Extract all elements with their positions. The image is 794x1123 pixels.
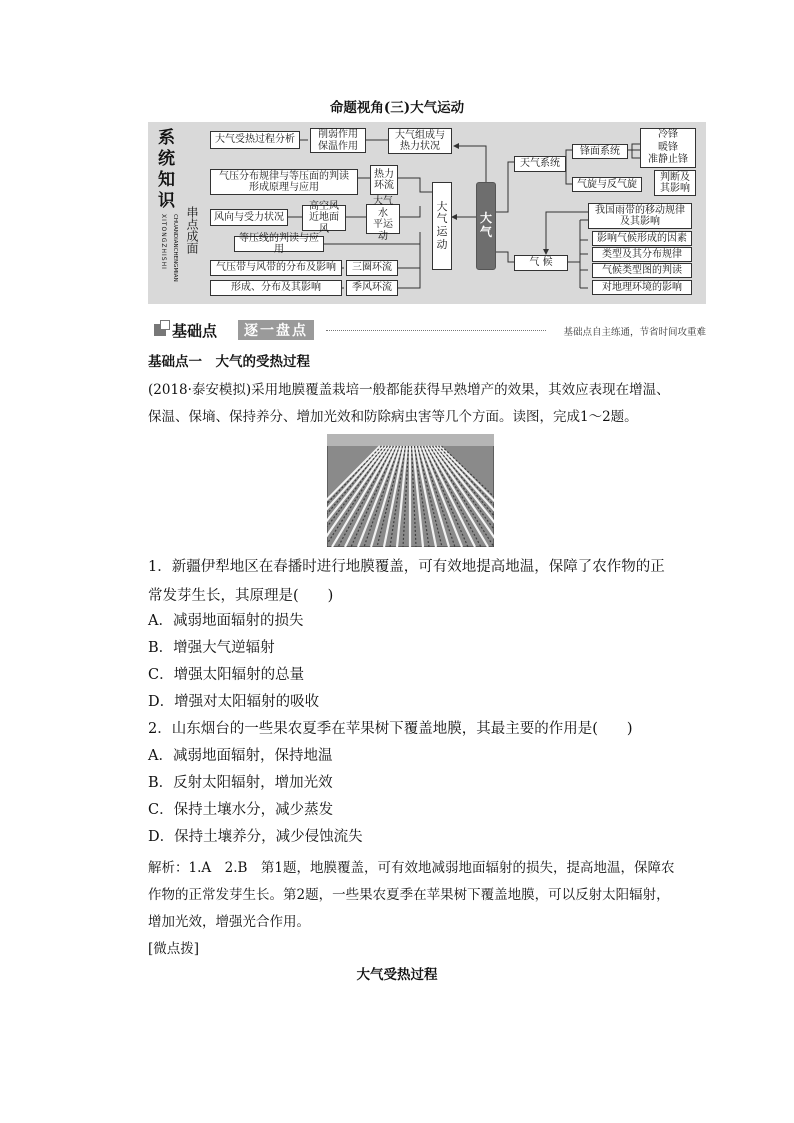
- node-climate-factors: 影响气候形成的因素: [592, 231, 692, 246]
- intro-paragraph: (2018·泰安模拟)采用地膜覆盖栽培一般都能获得早熟增产的效果，其效应表现在增温、保温、保墒、保持养分、增加光效和防除病虫害等几个方面。读图，完成1～2题。: [148, 382, 670, 425]
- node-wind-force: 风向与受力状况: [210, 209, 288, 226]
- node-climate: 气 候: [514, 255, 568, 271]
- section-square-outline-icon: [160, 320, 170, 330]
- side-title-char: 统: [158, 149, 175, 169]
- q2-option-a: A．减弱地面辐射，保持地温: [148, 748, 333, 764]
- node-climate-chart: 气候类型图的判读: [592, 263, 692, 278]
- tip-label: [微点拨]: [148, 941, 200, 957]
- node-pressure-isobar: 气压分布规律与等压面的判读 形成原理与应用: [210, 169, 358, 195]
- side-title-char: 识: [158, 191, 175, 211]
- node-monsoon-form: 形成、分布及其影响: [210, 280, 342, 296]
- section-note: 基础点自主练通，节省时间攻重难: [563, 327, 706, 338]
- node-heating-analysis: 大气受热过程分析: [210, 131, 300, 149]
- section-label-badge: 逐一盘点: [238, 320, 314, 340]
- page-title: 命题视角(三)大气运动: [329, 100, 465, 116]
- q1-option-c: C．增强太阳辐射的总量: [148, 667, 305, 683]
- side-title: [158, 128, 178, 212]
- node-pressure-belt: 气压带与风带的分布及影响: [210, 260, 342, 276]
- q1-option-d: D．增强对太阳辐射的吸收: [148, 694, 320, 710]
- node-monsoon-circulation: 季风环流: [346, 280, 398, 296]
- q1-option-a: A．减弱地面辐射的损失: [148, 613, 304, 629]
- q2-option-c: C．保持土壤水分，减少蒸发: [148, 802, 334, 818]
- side-subtitle: 串点成面: [185, 206, 199, 254]
- node-cyclone: 气旋与反气旋: [572, 177, 642, 192]
- point-heading: 基础点一 大气的受热过程: [148, 354, 310, 370]
- node-fronts: 冷锋 暖锋 准静止锋: [640, 128, 696, 168]
- q2-option-b: B．反射太阳辐射，增加光效: [148, 775, 333, 791]
- section-dotted-rule: [326, 330, 546, 331]
- knowledge-diagram: [148, 122, 706, 304]
- node-climate-types: 类型及其分布规律: [592, 247, 692, 262]
- node-judge-effect: 判断及 其影响: [654, 170, 696, 196]
- node-weather-system: 天气系统: [514, 156, 566, 172]
- side-sub-pinyin: CHUANDIANCHENGMIAN: [172, 214, 178, 282]
- node-three-circulation: 三圈环流: [346, 260, 398, 276]
- question-2-stem: 2．山东烟台的一些果农夏季在苹果树下覆盖地膜，其最主要的作用是( ): [148, 721, 633, 737]
- node-horizontal-motion: 大气水 平运动: [366, 204, 400, 234]
- node-climate-geo: 对地理环境的影响: [592, 280, 692, 295]
- node-front-system: 锋面系统: [572, 144, 628, 159]
- section-bar: [148, 320, 706, 340]
- node-thermal-circulation: 热力 环流: [370, 165, 398, 195]
- q1-option-b: B．增强大气逆辐射: [148, 640, 275, 656]
- node-atmosphere: 大 气: [476, 182, 496, 270]
- plastic-mulch-field-photo: [327, 434, 494, 547]
- side-title-char: 系: [158, 128, 175, 148]
- question-1-stem: 1．新疆伊犁地区在春播时进行地膜覆盖，可有效地提高地温，保障了农作物的正常发芽生长，其原理是( ): [148, 559, 665, 604]
- node-high-low-wind: 高空风 近地面风: [302, 205, 346, 231]
- tip-title: 大气受热过程: [356, 967, 438, 983]
- node-rain-belt: 我国雨带的移动规律 及其影响: [588, 203, 692, 229]
- section-label: 基础点: [172, 322, 218, 340]
- node-atmospheric-motion: 大 气 运 动: [432, 182, 452, 270]
- q2-option-d: D．保持土壤养分，减少侵蚀流失: [148, 829, 363, 845]
- side-title-char: 知: [158, 170, 175, 190]
- node-weaken-insulate: 削弱作用 保温作用: [310, 128, 366, 153]
- node-isobar-map: 等压线的判读与应用: [234, 236, 324, 252]
- answer-explanation: 解析：1.A 2.B 第1题，地膜覆盖，可有效地减弱地面辐射的损失，提高地温，保障农作物的正常发芽生长。第2题，一些果农夏季在苹果树下覆盖地膜，可以反射太阳辐射，增加光效，增强光合作用。: [148, 860, 675, 930]
- node-composition: 大气组成与 热力状况: [388, 128, 452, 154]
- side-pinyin: XITONGZHISHI: [160, 214, 167, 270]
